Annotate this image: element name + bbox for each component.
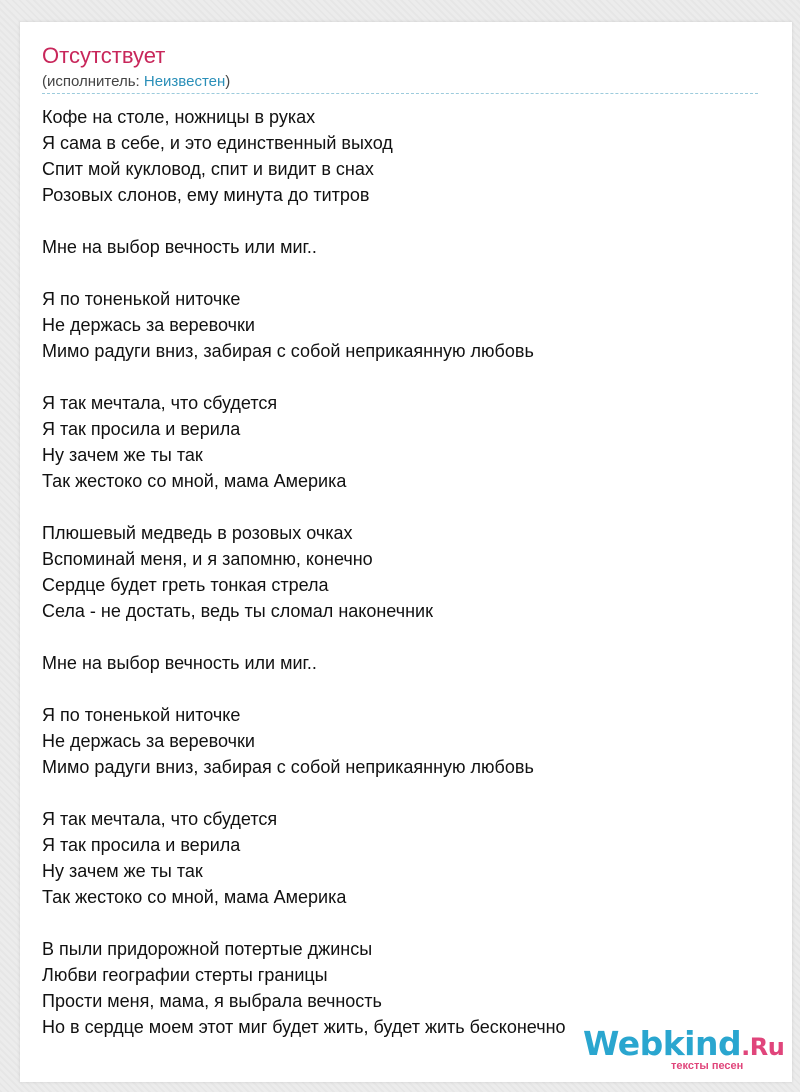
lyric-line: Я так просила и верила — [42, 835, 241, 855]
lyrics-text — [42, 104, 762, 1040]
stanza-gap — [42, 676, 762, 702]
lyric-line: Сердце будет греть тонкая стрела — [42, 575, 329, 595]
lyric-line: Но в сердце моем этот миг будет жить, будет жить бесконечно — [42, 1017, 566, 1037]
song-title: Отсутствует — [42, 43, 166, 68]
stanza-gap — [42, 910, 762, 936]
lyric-line: Спит мой кукловод, спит и видит в снах — [42, 159, 374, 179]
lyric-line: Села - не достать, ведь ты сломал наконечник — [42, 601, 433, 621]
performer-line — [42, 73, 230, 91]
lyric-line: Кофе на столе, ножницы в руках — [42, 107, 316, 127]
stanza-gap — [42, 208, 762, 234]
lyric-line: Не держась за веревочки — [42, 315, 255, 335]
lyric-line: Розовых слонов, ему минута до титров — [42, 185, 370, 205]
lyric-line: Мимо радуги вниз, забирая с собой неприкаянную любовь — [42, 757, 534, 777]
lyric-line: Я так мечтала, что сбудется — [42, 393, 278, 413]
stanza-gap — [42, 624, 762, 650]
lyric-line: Я сама в себе, и это единственный выход — [42, 133, 393, 153]
lyric-line: Ну зачем же ты так — [42, 861, 203, 881]
stanza-gap — [42, 364, 762, 390]
stanza-gap — [42, 494, 762, 520]
logo-brand: Webkind — [583, 1024, 742, 1063]
lyric-line: Так жестоко со мной, мама Америка — [42, 471, 347, 491]
lyric-line: Я по тоненькой ниточке — [42, 289, 241, 309]
performer-link[interactable]: Неизвестен — [143, 73, 226, 90]
lyric-line: Так жестоко со мной, мама Америка — [42, 887, 347, 907]
stanza-gap — [42, 780, 762, 806]
lyric-line: Вспоминай меня, и я запомню, конечно — [42, 549, 373, 569]
lyric-line: Мне на выбор вечность или миг.. — [42, 237, 317, 257]
lyrics-card — [20, 22, 792, 1082]
lyric-line: Мимо радуги вниз, забирая с собой неприкаянную любовь — [42, 341, 534, 361]
lyric-line: В пыли придорожной потертые джинсы — [42, 939, 373, 959]
lyric-line: Ну зачем же ты так — [42, 445, 203, 465]
lyric-line: Не держась за веревочки — [42, 731, 255, 751]
lyric-line: Прости меня, мама, я выбрала вечность — [42, 991, 382, 1011]
lyric-line: Я так мечтала, что сбудется — [42, 809, 278, 829]
lyric-line: Я так просила и верила — [42, 419, 241, 439]
performer-suffix: ) — [225, 73, 231, 90]
title-divider — [42, 93, 758, 94]
performer-prefix: (исполнитель: — [42, 73, 144, 90]
lyric-line: Любви географии стерты границы — [42, 965, 328, 985]
lyric-line: Плюшевый медведь в розовых очках — [42, 523, 353, 543]
lyric-line: Я по тоненькой ниточке — [42, 705, 241, 725]
webkind-logo — [583, 1025, 783, 1075]
lyric-line: Мне на выбор вечность или миг.. — [42, 653, 317, 673]
logo-tagline: тексты песен — [671, 1060, 744, 1072]
stanza-gap — [42, 260, 762, 286]
logo-tld: .Ru — [741, 1033, 785, 1061]
